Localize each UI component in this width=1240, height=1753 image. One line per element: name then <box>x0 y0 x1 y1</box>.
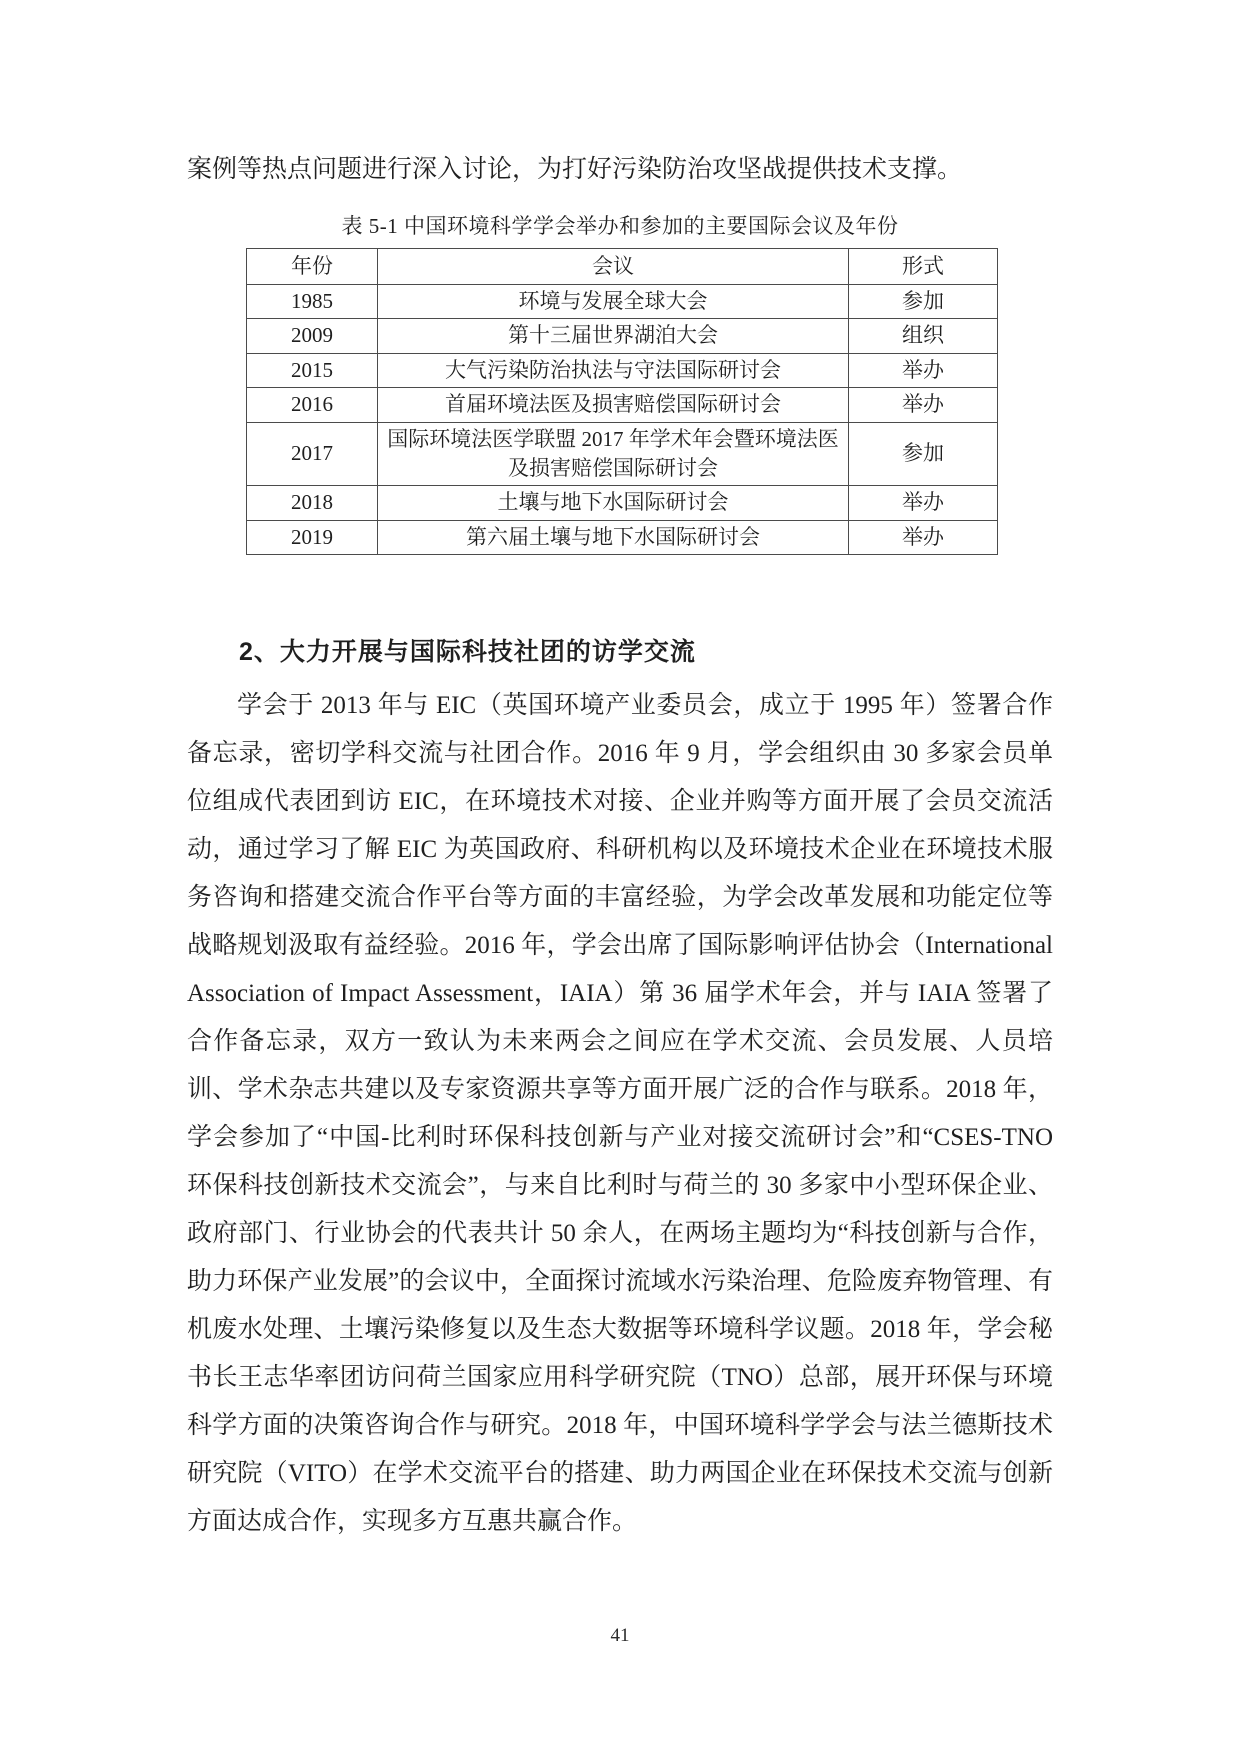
cell-conference: 首届环境法医及损害赔偿国际研讨会 <box>378 388 849 422</box>
cell-form: 参加 <box>849 422 998 486</box>
cell-form: 组织 <box>849 319 998 353</box>
cell-year: 1985 <box>247 285 378 319</box>
section-heading: 2、大力开展与国际科技社团的访学交流 <box>239 638 696 667</box>
table-row <box>247 285 998 319</box>
column-header-conference: 会议 <box>378 249 849 285</box>
cell-year: 2016 <box>247 388 378 422</box>
page-number: 41 <box>610 1625 630 1646</box>
cell-year: 2018 <box>247 486 378 520</box>
cell-conference: 第六届土壤与地下水国际研讨会 <box>378 520 849 554</box>
table-row <box>247 520 998 554</box>
table-row <box>247 422 998 486</box>
cell-conference: 环境与发展全球大会 <box>378 285 849 319</box>
cell-conference: 土壤与地下水国际研讨会 <box>378 486 849 520</box>
table-row <box>247 388 998 422</box>
table-row <box>247 486 998 520</box>
cell-year: 2009 <box>247 319 378 353</box>
cell-year: 2017 <box>247 422 378 486</box>
table-row <box>247 319 998 353</box>
table-row <box>247 353 998 387</box>
cell-form: 举办 <box>849 388 998 422</box>
cell-year: 2019 <box>247 520 378 554</box>
cell-form: 举办 <box>849 353 998 387</box>
cell-conference: 第十三届世界湖泊大会 <box>378 319 849 353</box>
cell-form: 参加 <box>849 285 998 319</box>
cell-conference: 国际环境法医学联盟 2017 年学术年会暨环境法医及损害赔偿国际研讨会 <box>378 422 849 486</box>
table-caption: 表 5-1 中国环境科学学会举办和参加的主要国际会议及年份 <box>341 214 899 238</box>
cell-form: 举办 <box>849 520 998 554</box>
cell-conference: 大气污染防治执法与守法国际研讨会 <box>378 353 849 387</box>
body-paragraph: 学会于 2013 年与 EIC（英国环境产业委员会，成立于 1995 年）签署合作备忘录，密切学科交流与社团合作。2016 年 9 月，学会组织由 30 多家会员单位组成代表团到访 EIC，在环境技术对接、企业并购等方面开展了会员交流活动，通过学习了解 EIC 为英国政府、科研机构以及环境技术企业在环境技术服务咨询和搭建交流合作平台等方面的丰富经验，为学会改革发展和功能定位等战略规划汲取有益经验。2016 年，学会出席了国际影响评估协会（International Association of Impact Assessment，IAIA）第 36 届学术年会，并与 IAIA 签署了合作备忘录，双方一致认为未来两会之间应在学术交流、会员发展、人员培训、学术杂志共建以及专家资源共享等方面开展广泛的合作与联系。2018 年，学会参加了“中国-比利时环保科技创新与产业对接交流研讨会”和“CSES-TNO 环保科技创新技术交流会”，与来自比利时与荷兰的 30 多家中小型环保企业、政府部门、行业协会的代表共计 50 余人，在两场主题均为“科技创新与合作，助力环保产业发展”的会议中，全面探讨流域水污染治理、危险废弃物管理、有机废水处理、土壤污染修复以及生态大数据等环境科学议题。2018 年，学会秘书长王志华率团访问荷兰国家应用科学研究院（TNO）总部，展开环保与环境科学方面的决策咨询合作与研究。2018 年，中国环境科学学会与法兰德斯技术研究院（VITO）在学术交流平台的搭建、助力两国企业在环保技术交流与创新方面达成合作，实现多方互惠共赢合作。 <box>187 692 1053 1536</box>
cell-form: 举办 <box>849 486 998 520</box>
conference-table <box>246 248 998 555</box>
cell-year: 2015 <box>247 353 378 387</box>
column-header-form: 形式 <box>849 249 998 285</box>
table-header-row <box>247 249 998 285</box>
intro-paragraph: 案例等热点问题进行深入讨论，为打好污染防治攻坚战提供技术支撑。 <box>187 156 963 183</box>
column-header-year: 年份 <box>247 249 378 285</box>
